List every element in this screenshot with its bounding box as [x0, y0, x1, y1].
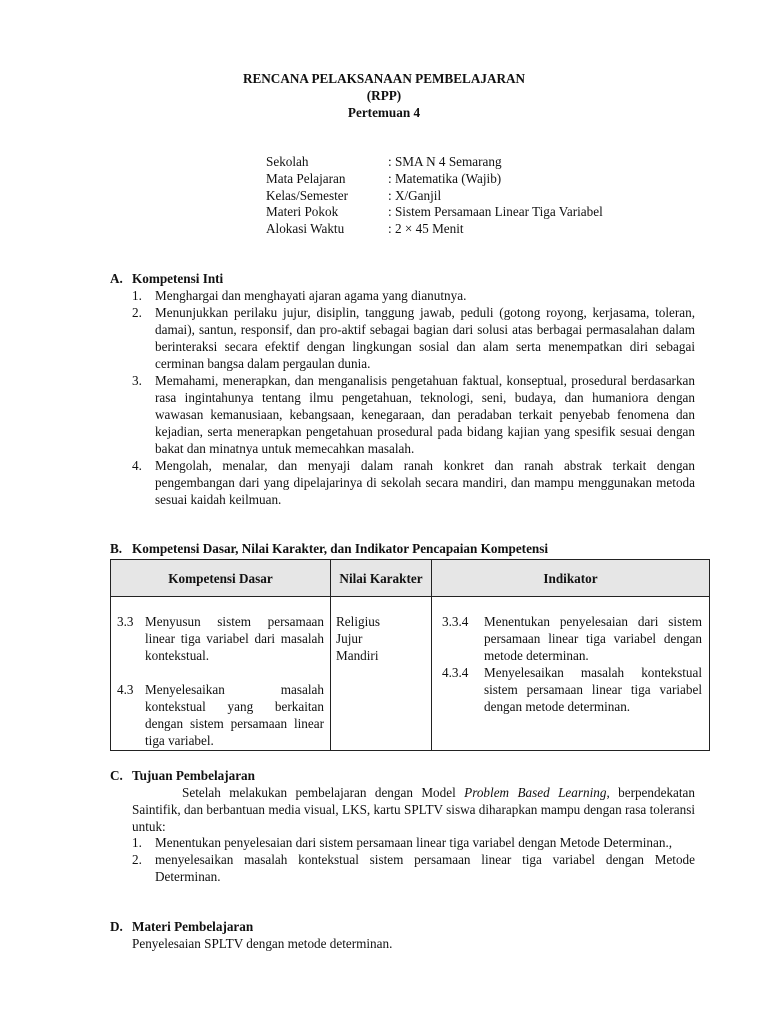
info-value: : Matematika (Wajib) [388, 170, 502, 186]
section-c-heading [110, 767, 255, 784]
core-competence-list [132, 287, 695, 508]
info-row-subject [266, 170, 603, 187]
kd-number: 3.3 [117, 614, 134, 629]
item-number: 2. [132, 852, 142, 867]
list-item [132, 372, 695, 457]
item-text: Menunjukkan perilaku jujur, disiplin, tanggung jawab, peduli (gotong royong, kerjasama, toleran, damai), santun, responsif, dan pro-aktif sebagai bagian dari solusi atas berbagai permasalahan dalam berinteraksi secara efektif dengan lingkungan sosial dan alam serta menempatkan diri sebagai cerminan bangsa dalam pergaulan dunia. [155, 305, 695, 371]
info-row-school [266, 153, 603, 170]
info-label: Sekolah [266, 154, 309, 169]
indikator-text: Menyelesaikan masalah kontekstual sistem persamaan linear tiga variabel dengan metode determinan. [484, 665, 702, 714]
section-letter: C. [110, 768, 123, 783]
indikator-number: 3.3.4 [442, 614, 469, 629]
info-label: Alokasi Waktu [266, 221, 345, 237]
section-d-heading [110, 918, 253, 935]
item-text: Menghargai dan menghayati ajaran agama yang dianutnya. [155, 288, 467, 303]
info-row-time [266, 220, 603, 237]
kd-number: 4.3 [117, 682, 134, 697]
competence-table [110, 559, 710, 751]
nilai-item: Mandiri [336, 648, 379, 663]
list-item [132, 304, 695, 372]
info-label: Mata Pelajaran [266, 170, 346, 186]
indikator-item [432, 613, 709, 664]
objective-intro [132, 784, 695, 835]
indikator-item [432, 664, 709, 715]
column-header-indikator: Indikator [432, 560, 710, 597]
list-item [132, 457, 695, 508]
item-number: 4. [132, 458, 142, 473]
item-number: 2. [132, 305, 142, 320]
indikator-text: Menentukan penyelesaian dari sistem persamaan linear tiga variabel dengan metode determinan. [484, 614, 702, 663]
section-letter: B. [110, 541, 123, 556]
info-value: : X/Ganjil [388, 187, 442, 203]
section-a-heading [110, 270, 223, 287]
document-subtitle: (RPP) [366, 88, 402, 103]
intro-model-name: Problem Based Learning [464, 785, 607, 800]
section-letter: D. [110, 919, 123, 934]
kd-text: Menyelesaikan masalah kontekstual yang berkaitan dengan sistem persamaan linear tiga variabel. [145, 682, 324, 748]
indikator-number: 4.3.4 [442, 665, 469, 680]
kd-cell [111, 597, 331, 751]
info-value: : Sistem Persamaan Linear Tiga Variabel [388, 204, 603, 220]
item-number: 1. [132, 835, 142, 850]
meeting-label: Pertemuan 4 [347, 105, 421, 120]
item-text: Mengolah, menalar, dan menyaji dalam ranah konkret dan ranah abstrak terkait dengan pengembangan dari yang dipelajarinya di sekolah secara mandiri, dan mampu menggunakan metoda sesuai kaidah keilmuan. [155, 458, 695, 507]
objective-list [132, 834, 695, 885]
nilai-item: Jujur [336, 631, 363, 646]
section-title: Tujuan Pembelajaran [132, 768, 255, 783]
item-text: Menentukan penyelesaian dari sistem persamaan linear tiga variabel dengan Metode Determinan., [155, 835, 673, 850]
table-row [111, 597, 710, 751]
kd-item [111, 681, 330, 749]
section-letter: A. [110, 271, 123, 286]
section-title: Materi Pembelajaran [132, 919, 254, 934]
nilai-cell [331, 597, 432, 751]
item-text: menyelesaikan masalah kontekstual sistem persamaan linear tiga variabel dengan Metode Determinan. [155, 852, 695, 884]
kd-text: Menyusun sistem persamaan linear tiga variabel dari masalah kontekstual. [145, 614, 324, 663]
item-number: 1. [132, 288, 142, 303]
kd-item [111, 613, 330, 664]
item-number: 3. [132, 373, 142, 388]
info-label: Materi Pokok [266, 204, 339, 220]
info-label: Kelas/Semester [266, 187, 349, 203]
item-text: Memahami, menerapkan, dan menganalisis pengetahuan faktual, konseptual, prosedural berdasarkan rasa ingintahunya tentang ilmu pengetahuan, teknologi, seni, budaya, dan humaniora dengan wawasan kemanusiaan, kebangsaan, kenegaraan, dan peradaban terkait penyebab fenomena dan kejadian, serta menerapkan pengetahuan prosedural pada bidang kajian yang spesifik sesuai dengan bakat dan minatnya untuk memecahkan masalah. [155, 373, 695, 456]
info-row-topic [266, 203, 603, 220]
list-item [132, 851, 695, 885]
intro-text: , berpendekatan Saintifik, dan berbantuan media visual, LKS, kartu SPLTV siswa diharapkan mampu dengan rasa toleransi untuk: [132, 785, 696, 834]
table-header-row [111, 560, 710, 597]
material-text: Penyelesaian SPLTV dengan metode determinan. [132, 936, 393, 951]
identity-block [266, 153, 603, 237]
indikator-cell [432, 597, 710, 751]
section-b-heading [110, 540, 548, 557]
info-row-class [266, 187, 603, 204]
document-title: RENCANA PELAKSANAAN PEMBELAJARAN [242, 71, 526, 86]
list-item [132, 287, 695, 304]
info-value: : 2 × 45 Menit [388, 221, 464, 237]
list-item [132, 834, 695, 851]
section-title: Kompetensi Inti [132, 271, 224, 286]
nilai-item: Religius [336, 614, 380, 629]
info-value: : SMA N 4 Semarang [388, 154, 502, 169]
intro-text: Setelah melakukan pembelajaran dengan Model [182, 785, 465, 800]
column-header-kd: Kompetensi Dasar [111, 560, 331, 597]
column-header-nilai: Nilai Karakter [331, 560, 432, 597]
section-title: Kompetensi Dasar, Nilai Karakter, dan Indikator Pencapaian Kompetensi [132, 541, 549, 556]
